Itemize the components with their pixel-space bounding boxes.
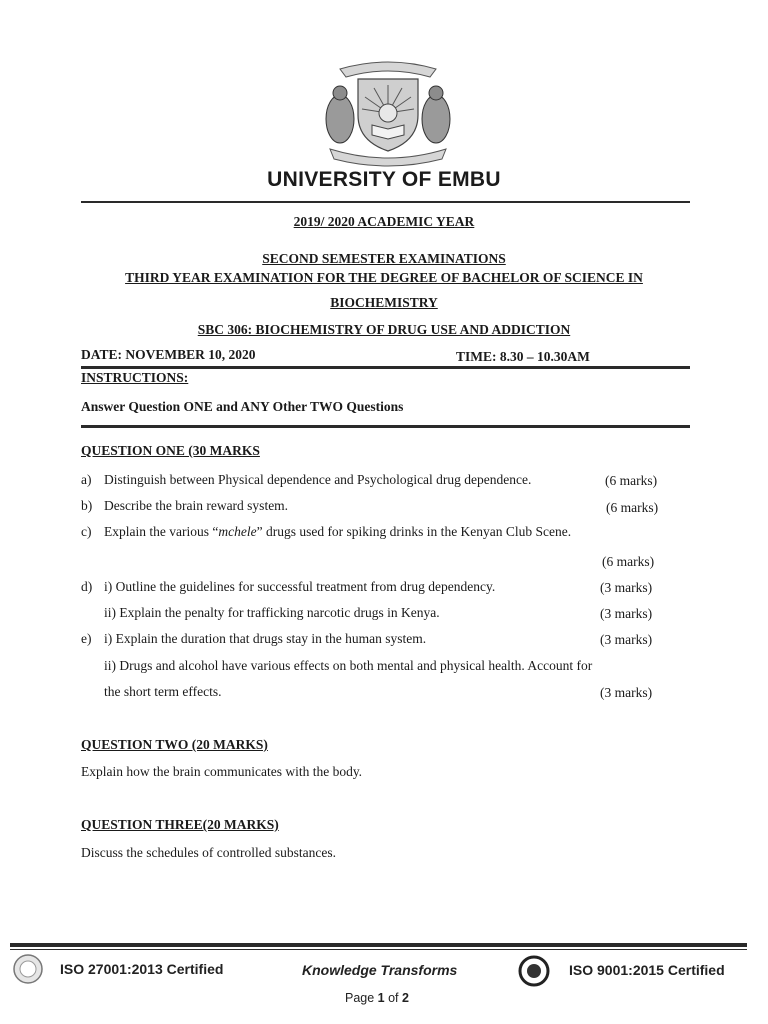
q1-e-i-text: i) Explain the duration that drugs stay in the human system. — [104, 631, 427, 646]
course-title: SBC 306: BIOCHEMISTRY OF DRUG USE AND ADDICTION — [197, 322, 571, 337]
q1-d-ii-text: ii) Explain the penalty for trafficking narcotic drugs in Kenya. — [104, 605, 440, 620]
q1-a-marks: (6 marks) — [605, 473, 658, 488]
q1-c-text-pre: Explain the various “ — [104, 524, 219, 539]
question-three-title: QUESTION THREE(20 MARKS) — [81, 817, 279, 832]
page-number — [345, 991, 409, 1005]
university-motto: Knowledge Transforms — [302, 962, 458, 978]
q1-a-label: a) — [81, 472, 92, 487]
q1-c-text — [104, 524, 571, 540]
q1-e-i-marks: (3 marks) — [600, 632, 653, 647]
q1-d-ii-marks: (3 marks) — [600, 606, 653, 621]
q1-c-label: c) — [81, 524, 92, 539]
university-name: UNIVERSITY OF EMBU — [267, 168, 501, 191]
q1-a-text: Distinguish between Physical dependence and Psychological drug dependence. — [104, 472, 532, 487]
question-three-text: Discuss the schedules of controlled substances. — [81, 845, 336, 860]
iso-9001-seal-icon — [518, 955, 550, 987]
instructions-label: INSTRUCTIONS: — [81, 370, 189, 385]
exam-date: DATE: NOVEMBER 10, 2020 — [81, 347, 256, 362]
iso-27001-label: ISO 27001:2013 Certified — [60, 961, 224, 977]
question-two-text: Explain how the brain communicates with the body. — [81, 764, 363, 779]
academic-year: 2019/ 2020 ACADEMIC YEAR — [293, 214, 475, 229]
question-two-title: QUESTION TWO (20 MARKS) — [81, 737, 268, 752]
q1-c-text-em: mchele — [218, 524, 257, 539]
iso-9001-label: ISO 9001:2015 Certified — [569, 962, 725, 978]
q1-e-label: e) — [81, 631, 92, 646]
instructions-text: Answer Question ONE and ANY Other TWO Questions — [81, 399, 404, 414]
date-divider — [81, 366, 690, 369]
q1-d-i-marks: (3 marks) — [600, 580, 653, 595]
page-current: 1 — [377, 991, 385, 1005]
q1-d-i-text: i) Outline the guidelines for successful treatment from drug dependency. — [104, 579, 496, 594]
semester-title: SECOND SEMESTER EXAMINATIONS — [262, 251, 506, 266]
q1-e-ii-line1: ii) Drugs and alcohol have various effects on both mental and physical health. Account for — [104, 658, 593, 673]
header-divider — [81, 201, 690, 203]
q1-e-ii-marks: (3 marks) — [600, 685, 653, 700]
question-one-title: QUESTION ONE (30 MARKS — [81, 443, 260, 458]
university-crest-icon — [318, 55, 458, 167]
instructions-divider — [81, 425, 690, 428]
page-number-prefix: Page — [345, 991, 378, 1005]
page-total: 2 — [402, 991, 409, 1005]
exam-time: TIME: 8.30 – 10.30AM — [456, 349, 590, 364]
q1-e-ii-line2: the short term effects. — [104, 684, 222, 699]
q1-c-text-post: ” drugs used for spiking drinks in the Kenyan Club Scene. — [256, 524, 572, 539]
exam-title-line1: THIRD YEAR EXAMINATION FOR THE DEGREE OF BACHELOR OF SCIENCE IN — [125, 270, 643, 285]
q1-b-marks: (6 marks) — [606, 500, 659, 515]
q1-b-text: Describe the brain reward system. — [104, 498, 289, 513]
exam-title-line2: BIOCHEMISTRY — [330, 295, 438, 310]
iso-certification-seal-icon — [12, 953, 44, 985]
footer-divider-thick — [10, 943, 747, 947]
page-number-separator: of — [384, 991, 402, 1005]
q1-c-marks: (6 marks) — [602, 554, 655, 569]
q1-b-label: b) — [81, 498, 93, 513]
footer-divider-thin — [10, 949, 747, 950]
q1-d-label: d) — [81, 579, 93, 594]
